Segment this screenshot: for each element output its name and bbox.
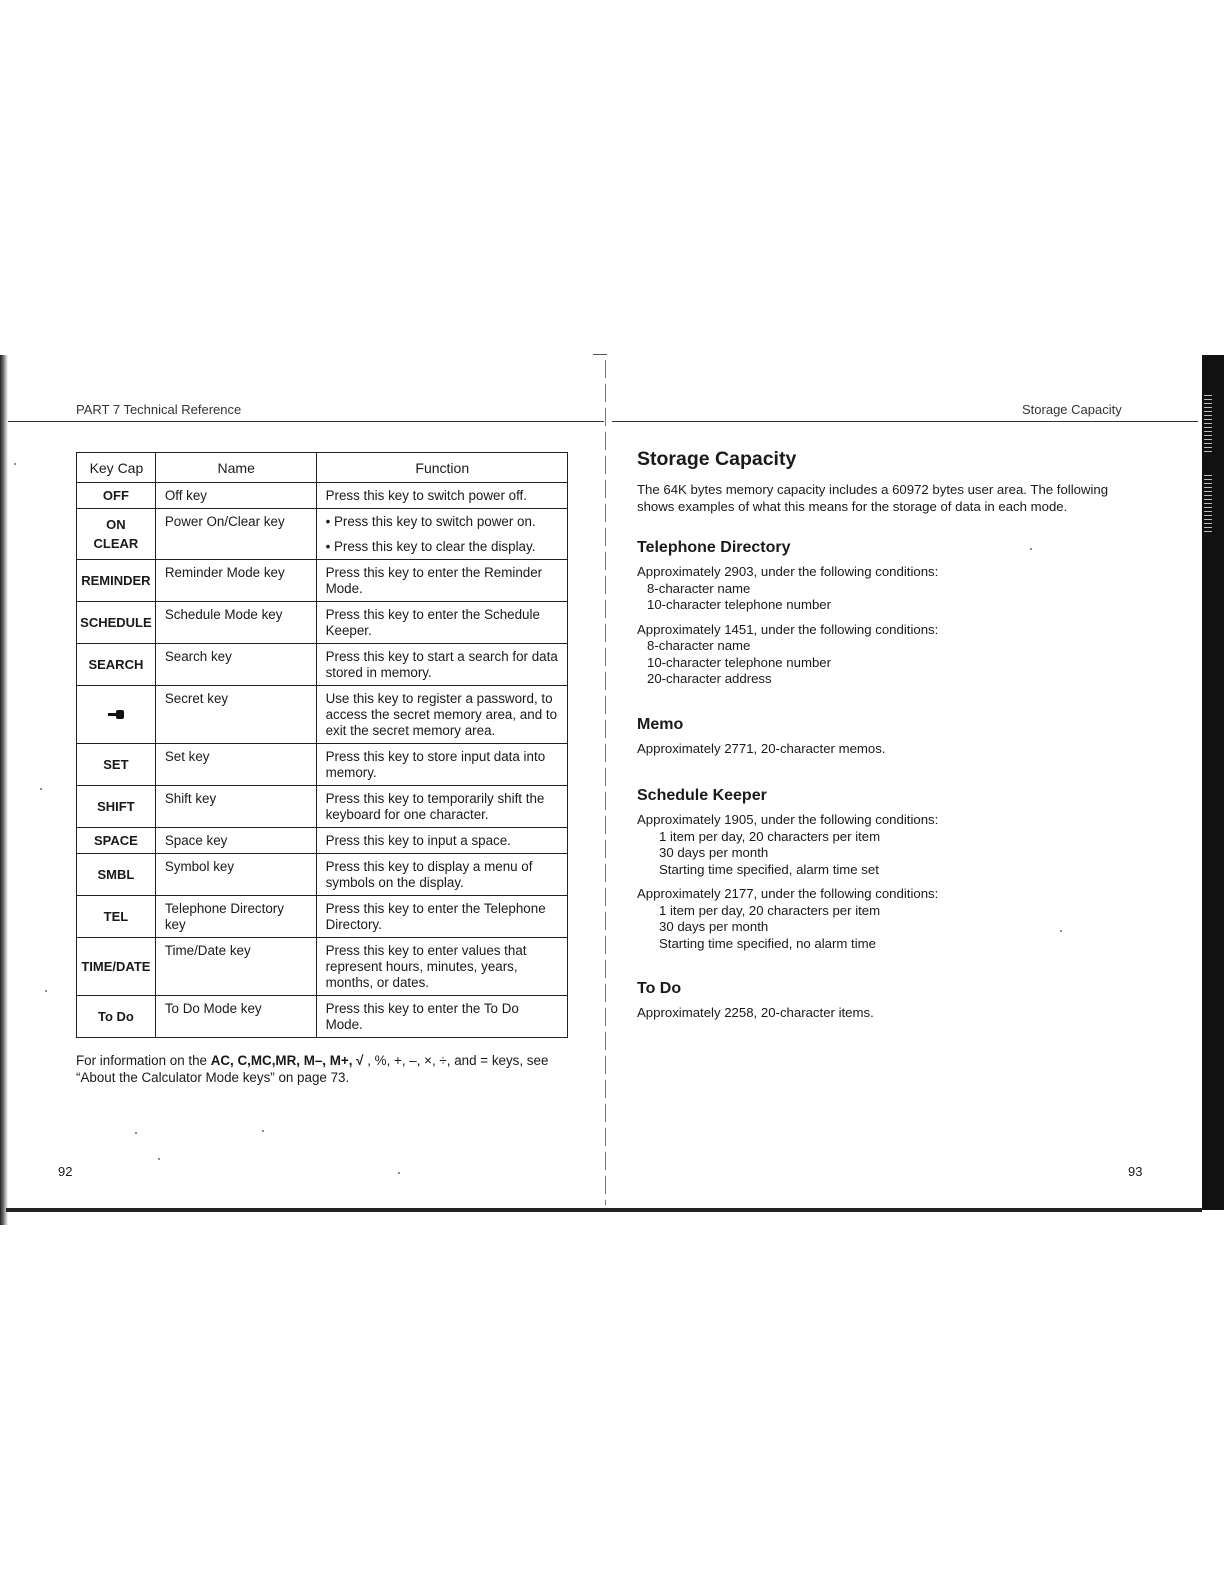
list-item: 10-character telephone number <box>647 597 832 612</box>
function-text: • Press this key to clear the display. <box>325 539 536 554</box>
table-row <box>77 854 568 896</box>
header-rule-right <box>612 421 1198 422</box>
key-function-cell <box>316 786 567 828</box>
key-cap-label: TIME/DATE <box>81 958 151 974</box>
table-row <box>77 996 568 1038</box>
function-text: Press this key to display a menu of symbols on the display. <box>325 859 533 890</box>
list-item: Starting time specified, alarm time set <box>659 861 879 877</box>
storage-capacity-section <box>637 448 1137 1022</box>
column-header-function: Function <box>316 453 567 483</box>
calculator-keys-footnote <box>76 1052 576 1086</box>
function-text: Press this key to start a search for data stored in memory. <box>325 649 558 680</box>
heading-schedule-keeper: Schedule Keeper <box>637 787 767 804</box>
list-item: 20-character address <box>647 671 772 686</box>
function-text: Press this key to enter the To Do Mode. <box>325 1001 519 1032</box>
function-text: • Press this key to switch power on. <box>325 514 536 529</box>
key-cap-label: SHIFT <box>97 798 135 814</box>
heading-to-do: To Do <box>637 980 682 997</box>
key-cap-label: OFF <box>102 487 129 503</box>
key-cap-cell <box>77 744 156 786</box>
schedule-a-line: Approximately 1905, under the following conditions: <box>637 812 939 827</box>
key-function-cell <box>316 854 567 896</box>
key-cap-cell <box>77 828 156 854</box>
table-row <box>77 938 568 996</box>
key-function-cell <box>316 938 567 996</box>
page-number-right: 93 <box>1128 1164 1143 1179</box>
telephone-a-line: Approximately 2903, under the following conditions: <box>637 564 939 579</box>
key-cap-label: SMBL <box>97 866 135 882</box>
function-text: Press this key to enter the Telephone Directory. <box>325 901 546 932</box>
key-table-body <box>77 483 568 1038</box>
heading-memo: Memo <box>637 715 684 733</box>
key-function-cell <box>316 744 567 786</box>
gutter-line <box>605 360 606 1205</box>
table-row <box>77 602 568 644</box>
function-text: Press this key to switch power off. <box>325 488 527 503</box>
list-item: 8-character name <box>647 638 751 653</box>
key-cap-cell <box>77 686 156 744</box>
scan-edge-left <box>0 355 8 1225</box>
column-header-name: Name <box>155 453 316 483</box>
table-row <box>77 828 568 854</box>
running-head-left: PART 7 Technical Reference <box>76 402 242 417</box>
table-row <box>77 896 568 938</box>
key-cap-label: SCHEDULE <box>80 614 152 630</box>
key-function-cell <box>316 644 567 686</box>
key-function-cell <box>316 509 567 560</box>
key-cap-cell <box>77 786 156 828</box>
schedule-b-line: Approximately 2177, under the following conditions: <box>637 886 939 901</box>
key-name-cell: Secret key <box>155 686 316 744</box>
key-cap-label: CLEAR <box>93 535 139 551</box>
key-cap-cell <box>77 854 156 896</box>
gutter-tick <box>593 354 607 355</box>
table-row <box>77 644 568 686</box>
table-row <box>77 744 568 786</box>
key-cap-label: To Do <box>97 1008 134 1024</box>
key-name-cell: Off key <box>155 483 316 509</box>
key-name-cell: To Do Mode key <box>155 996 316 1038</box>
table-row <box>77 509 568 560</box>
table-header-row <box>77 453 568 483</box>
function-text: Use this key to register a password, to access the secret memory area, and to exit the secret memory area. <box>325 691 558 738</box>
function-text: Press this key to enter values that represent hours, minutes, years, months, or dates. <box>325 943 527 990</box>
page-number-left: 92 <box>58 1164 73 1179</box>
function-text: Press this key to temporarily shift the keyboard for one character. <box>325 791 545 822</box>
footnote-keys: AC, C,MC,MR, M–, M+, √ <box>210 1053 368 1068</box>
intro-paragraph: The 64K bytes memory capacity includes a 60972 bytes user area. The following shows examples of what this means for the storage of data in each mode. <box>637 482 1109 514</box>
key-name-cell: Power On/Clear key <box>155 509 316 560</box>
page-title: Storage Capacity <box>637 448 797 470</box>
key-cap-label: REMINDER <box>81 572 151 588</box>
list-item: 1 item per day, 20 characters per item <box>659 828 881 844</box>
key-cap-cell <box>77 602 156 644</box>
footnote-rest: , %, +, –, ×, ÷, and = keys, see “About the Calculator Mode keys” on page 73. <box>76 1053 549 1085</box>
key-cap-label: SPACE <box>94 832 138 848</box>
key-cap-label: SET <box>103 756 129 772</box>
key-name-cell: Symbol key <box>155 854 316 896</box>
key-cap-cell <box>77 483 156 509</box>
key-cap-label: SEARCH <box>88 656 144 672</box>
list-item: Starting time specified, no alarm time <box>659 935 876 951</box>
table-row <box>77 560 568 602</box>
heading-telephone-directory: Telephone Directory <box>637 539 791 556</box>
function-text: Press this key to enter the Schedule Keeper. <box>325 607 540 638</box>
key-cap-cell <box>77 509 156 560</box>
key-name-cell: Schedule Mode key <box>155 602 316 644</box>
function-text: Press this key to input a space. <box>325 833 511 848</box>
key-cap-cell <box>77 896 156 938</box>
table-row <box>77 686 568 744</box>
key-name-cell: Time/Date key <box>155 938 316 996</box>
memo-line: Approximately 2771, 20-character memos. <box>637 740 886 756</box>
footnote-prefix: For information on the <box>76 1053 211 1068</box>
function-text: Press this key to enter the Reminder Mode. <box>325 565 543 596</box>
key-table <box>76 452 568 1038</box>
key-name-cell: Reminder Mode key <box>155 560 316 602</box>
column-header-keycap: Key Cap <box>77 453 156 483</box>
key-function-cell <box>316 560 567 602</box>
key-cap-cell <box>77 996 156 1038</box>
list-item: 10-character telephone number <box>647 654 832 670</box>
scan-bottom-edge <box>6 1208 1202 1212</box>
function-text: Press this key to store input data into memory. <box>325 749 546 780</box>
key-name-cell: Shift key <box>155 786 316 828</box>
list-item: 30 days per month <box>659 919 769 934</box>
key-name-cell: Search key <box>155 644 316 686</box>
key-cap-cell <box>77 560 156 602</box>
key-cap-cell <box>77 938 156 996</box>
key-name-cell: Space key <box>155 828 316 854</box>
key-cap-cell <box>77 644 156 686</box>
key-function-cell <box>316 828 567 854</box>
telephone-b-line: Approximately 1451, under the following conditions: <box>637 621 939 637</box>
table-row <box>77 786 568 828</box>
key-name-cell: Telephone Directory key <box>155 896 316 938</box>
key-name-cell: Set key <box>155 744 316 786</box>
running-head-right: Storage Capacity <box>1022 402 1122 417</box>
table-row <box>77 483 568 509</box>
key-function-cell <box>316 996 567 1038</box>
key-function-cell <box>316 686 567 744</box>
key-function-cell <box>316 602 567 644</box>
list-item: 1 item per day, 20 characters per item <box>659 902 881 918</box>
list-item: 8-character name <box>647 580 751 596</box>
key-cap-label: ON <box>106 516 126 532</box>
header-rule-left <box>8 421 604 422</box>
key-function-cell <box>316 896 567 938</box>
scan-edge-right <box>1202 355 1224 1210</box>
todo-line: Approximately 2258, 20-character items. <box>637 1005 874 1020</box>
list-item: 30 days per month <box>659 845 769 860</box>
key-lock-icon <box>108 709 124 719</box>
key-cap-label: TEL <box>103 908 129 924</box>
key-function-cell <box>316 483 567 509</box>
